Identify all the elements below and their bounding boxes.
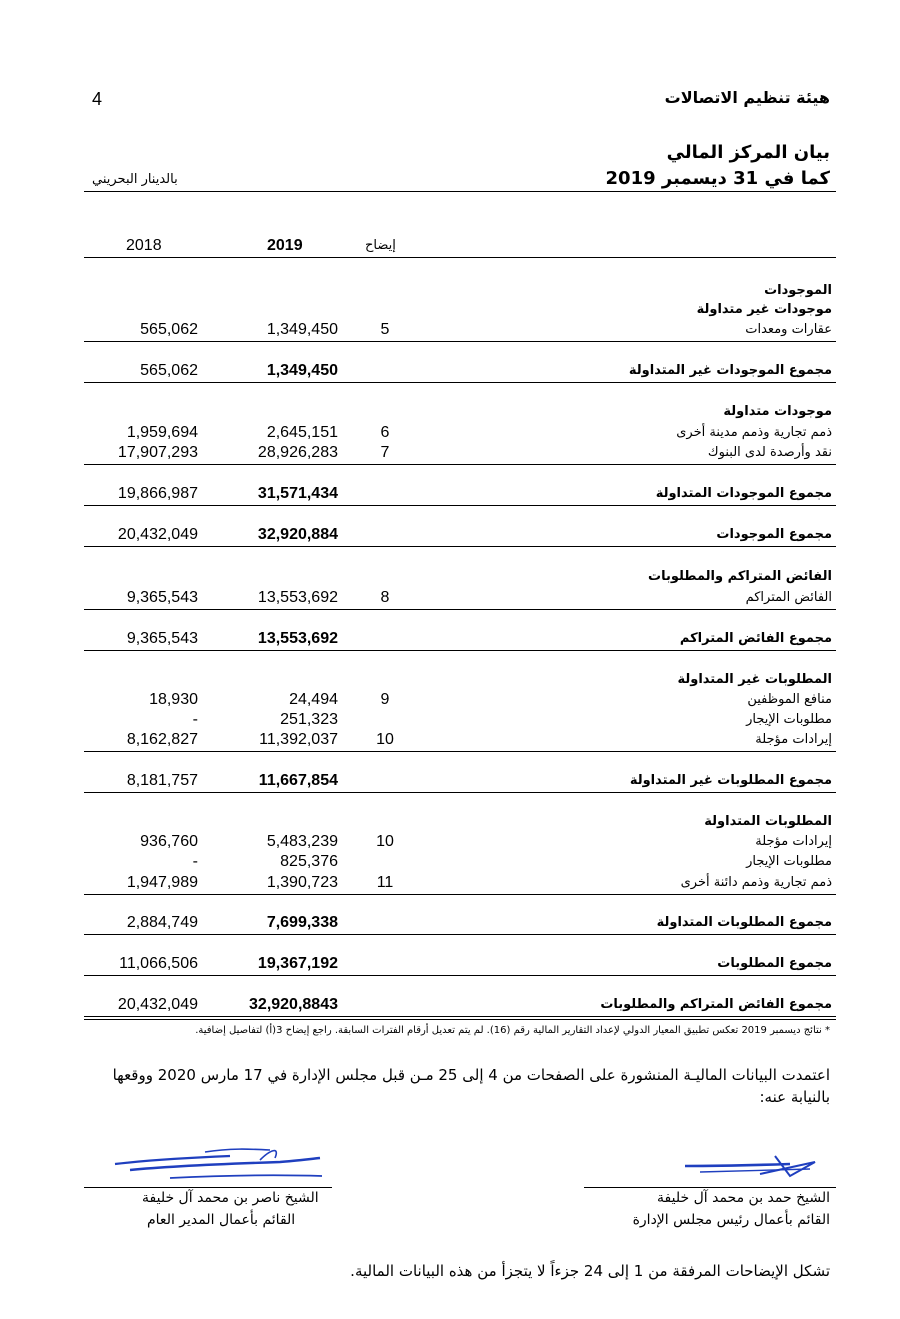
- value-2019: 13,553,692: [257, 589, 338, 606]
- row-divider: [84, 464, 836, 465]
- value-2019: 24,494: [289, 691, 338, 708]
- table-row: [0, 588, 900, 608]
- row-divider: [84, 382, 836, 383]
- row-divider: [84, 650, 836, 651]
- header-divider: [84, 191, 836, 192]
- table-row: [0, 873, 900, 893]
- value-2018: 17,907,293: [117, 444, 198, 461]
- section-heading: [0, 812, 900, 832]
- statement-title: بيان المركز المالي: [666, 142, 830, 163]
- row-divider: [84, 1016, 836, 1017]
- value-2018: 1,959,694: [126, 424, 198, 441]
- row-note: 10: [376, 833, 394, 850]
- row-label: مجموع الفائض المتراكم والمطلوبات: [600, 997, 832, 1012]
- row-label: مطلوبات الإيجار: [746, 712, 832, 727]
- value-2018: -: [192, 711, 198, 728]
- row-label: موجودات غير متداولة: [696, 302, 832, 317]
- value-2018: 1,947,989: [126, 874, 198, 891]
- section-heading: [0, 300, 900, 320]
- row-label: المطلوبات المتداولة: [704, 814, 832, 829]
- signature-line-right: [584, 1187, 836, 1188]
- value-2019: 19,367,192: [257, 955, 338, 972]
- section-heading: [0, 567, 900, 587]
- approval-line-2: بالنيابة عنه:: [759, 1088, 830, 1106]
- table-row: [0, 690, 900, 710]
- currency-label: بالدينار البحريني: [92, 172, 178, 187]
- row-label: ذمم تجارية وذمم مدينة أخرى: [676, 425, 832, 440]
- row-label: الفائض المتراكم والمطلوبات: [648, 569, 832, 584]
- row-label: إيرادات مؤجلة: [755, 732, 832, 747]
- value-2019: 28,926,283: [257, 444, 338, 461]
- row-label: مجموع الموجودات المتداولة: [655, 486, 832, 501]
- value-2018: 20,432,049: [117, 996, 198, 1013]
- page-number: 4: [92, 89, 103, 109]
- value-2018: 565,062: [140, 362, 198, 379]
- row-label: منافع الموظفين: [747, 692, 832, 707]
- value-2019: 825,376: [280, 853, 338, 870]
- value-2018: 565,062: [140, 321, 198, 338]
- row-divider: [84, 792, 836, 793]
- org-name: هيئة تنظيم الاتصالات: [664, 88, 830, 107]
- col-2018: 2018: [126, 237, 162, 254]
- value-2019: 251,323: [280, 711, 338, 728]
- section-heading: [0, 670, 900, 690]
- signatory-right-name: الشيخ حمد بن محمد آل خليفة: [657, 1190, 830, 1206]
- row-divider: [84, 505, 836, 506]
- table-row: [0, 443, 900, 463]
- total-row: [0, 913, 900, 933]
- row-label: مجموع المطلوبات غير المتداولة: [629, 773, 832, 788]
- total-row: [0, 995, 900, 1015]
- signatory-left-title: القائم بأعمال المدير العام: [147, 1212, 296, 1228]
- value-2019: 5,483,239: [266, 833, 338, 850]
- row-divider: [84, 546, 836, 547]
- value-2018: 20,432,049: [117, 526, 198, 543]
- signature-line-left: [84, 1187, 332, 1188]
- value-2018: 2,884,749: [126, 914, 198, 931]
- row-label: مجموع المطلوبات المتداولة: [656, 915, 832, 930]
- row-divider: [84, 975, 836, 976]
- row-note: 6: [380, 424, 390, 441]
- row-note: 5: [380, 321, 390, 338]
- signatory-left-name: الشيخ ناصر بن محمد آل خليفة: [142, 1190, 319, 1206]
- row-label: مجموع الموجودات غير المتداولة: [628, 363, 832, 378]
- row-divider: [84, 934, 836, 935]
- row-note: 9: [380, 691, 390, 708]
- table-row: [0, 710, 900, 730]
- value-2018: 9,365,543: [126, 630, 198, 647]
- value-2018: 18,930: [149, 691, 198, 708]
- total-row: [0, 484, 900, 504]
- table-row: [0, 832, 900, 852]
- row-divider: [84, 341, 836, 342]
- row-label: مجموع الفائض المتراكم: [679, 631, 832, 646]
- total-row: [0, 629, 900, 649]
- closing-note: تشكل الإيضاحات المرفقة من 1 إلى 24 جزءاً لا يتجزأ من هذه البيانات المالية.: [350, 1262, 830, 1280]
- row-note: 8: [380, 589, 390, 606]
- footnote: * نتائج ديسمبر 2019 تعكس تطبيق المعيار الدولي لإعداد التقارير المالية رقم (16). لم يتم تعديل أرقام الفترات السابقة. راجع إيضاح 3(أ) لتفاصيل إضافية.: [195, 1025, 830, 1036]
- col-2019: 2019: [267, 237, 303, 254]
- row-label: عقارات ومعدات: [745, 322, 832, 337]
- value-2018: 8,181,757: [126, 772, 198, 789]
- value-2018: 936,760: [140, 833, 198, 850]
- row-note: 10: [376, 731, 394, 748]
- column-header-divider: [84, 257, 836, 258]
- total-row: [0, 361, 900, 381]
- value-2019: 32,920,8843: [249, 996, 338, 1013]
- table-row: [0, 852, 900, 872]
- row-label: ذمم تجارية وذمم دائنة أخرى: [680, 875, 832, 890]
- row-divider: [84, 894, 836, 895]
- row-label: الموجودات: [764, 283, 832, 298]
- signature-left: [110, 1140, 340, 1190]
- value-2019: 32,920,884: [257, 526, 338, 543]
- value-2019: 1,390,723: [266, 874, 338, 891]
- section-heading: [0, 281, 900, 301]
- row-label: مجموع الموجودات: [716, 527, 832, 542]
- value-2018: 9,365,543: [126, 589, 198, 606]
- statement-date: كما في 31 ديسمبر 2019: [605, 168, 830, 189]
- value-2019: 11,392,037: [259, 731, 338, 748]
- row-note: 11: [376, 874, 394, 891]
- value-2018: 11,066,506: [119, 955, 198, 972]
- col-note: إيضاح: [365, 238, 396, 253]
- row-divider: [84, 609, 836, 610]
- value-2019: 13,553,692: [257, 630, 338, 647]
- total-row: [0, 954, 900, 974]
- row-label: إيرادات مؤجلة: [755, 834, 832, 849]
- value-2018: 19,866,987: [117, 485, 198, 502]
- value-2019: 31,571,434: [257, 485, 338, 502]
- row-divider-double: [84, 1019, 836, 1020]
- approval-line-1: اعتمدت البيانات الماليـة المنشورة على الصفحات من 4 إلى 25 مـن قبل مجلس الإدارة في 17 مارس 2020 ووقعها: [112, 1066, 830, 1084]
- signature-right: [680, 1152, 840, 1192]
- value-2019: 2,645,151: [266, 424, 338, 441]
- row-label: مطلوبات الإيجار: [746, 854, 832, 869]
- total-row: [0, 525, 900, 545]
- value-2019: 7,699,338: [266, 914, 338, 931]
- row-label: موجودات متداولة: [723, 404, 832, 419]
- value-2018: 8,162,827: [126, 731, 198, 748]
- table-row: [0, 730, 900, 750]
- value-2018: -: [192, 853, 198, 870]
- value-2019: 1,349,450: [266, 362, 338, 379]
- total-row: [0, 771, 900, 791]
- table-row: [0, 423, 900, 443]
- row-label: مجموع المطلوبات: [717, 956, 832, 971]
- row-label: نقد وأرصدة لدى البنوك: [707, 445, 832, 460]
- row-divider: [84, 751, 836, 752]
- section-heading: [0, 402, 900, 422]
- value-2019: 11,667,854: [258, 772, 338, 789]
- value-2019: 1,349,450: [266, 321, 338, 338]
- table-row: [0, 320, 900, 340]
- row-note: 7: [380, 444, 390, 461]
- row-label: الفائض المتراكم: [745, 590, 832, 605]
- signatory-right-title: القائم بأعمال رئيس مجلس الإدارة: [632, 1212, 830, 1228]
- row-label: المطلوبات غير المتداولة: [677, 672, 832, 687]
